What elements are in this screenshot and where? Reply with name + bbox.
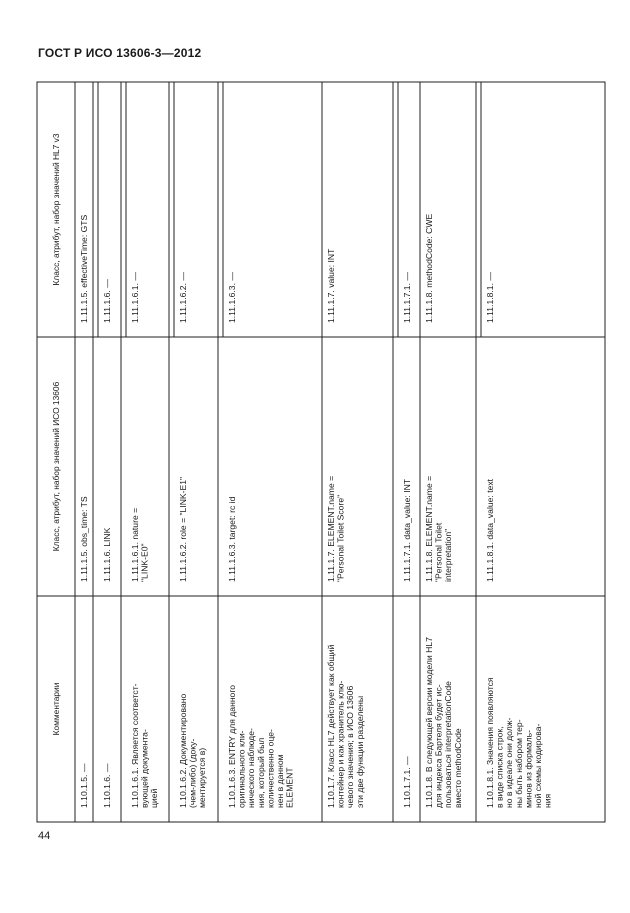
document-header: ГОСТ Р ИСО 13606-3—2012 [38, 46, 202, 60]
table-cell-line: нического наблюде- [246, 728, 257, 808]
table-cell-line: 1.11.1.8. methodCode: CWE [424, 213, 434, 323]
table-cell-line: "Personal Toilet Score" [335, 494, 346, 582]
table-cell-line: количественно оце- [265, 729, 276, 808]
table-cell-line: 1.10.1.7. Класс HL7 действует как общий [326, 644, 336, 808]
table-row [326, 248, 365, 808]
table-cell-line: 1.10.1.6. — [102, 763, 112, 808]
table-cell-line: 1.11.1.7. ELEMENT.name = [326, 475, 336, 582]
table-row [485, 272, 553, 808]
table-cell-line: 1.11.1.6.3. — [227, 272, 237, 323]
table-cell-line: ELEMENT [284, 767, 295, 808]
table-cell-line: 1.10.1.5. — [79, 763, 89, 808]
table-row [227, 272, 295, 808]
table-cell-line: 1.11.1.6.1. nature = [130, 507, 140, 582]
table-cell-line: 1.11.1.7.1. — [402, 272, 412, 323]
table-cell-line: "LINK-E0" [139, 543, 150, 582]
table-row [130, 272, 159, 808]
table-cell-line: 1.11.1.6.1. — [130, 272, 140, 323]
table-grid [37, 82, 605, 822]
table-cell-line: 1.11.1.8.1. — [485, 272, 495, 323]
table-cell-line: ны быть набором тер- [513, 719, 524, 808]
page-number: 44 [38, 830, 51, 842]
table-cell-line: 1.10.1.8. В следующей версии модели HL7 [424, 637, 434, 808]
table-cell-line: 1.11.1.7.1. data_value: INT [402, 478, 412, 582]
table-cell-line: 1.10.1.6.1. Является соответст- [130, 683, 140, 808]
table-cell-line: ния [542, 793, 553, 808]
table-row [102, 279, 112, 808]
table-cell-line: ментируется в) [197, 747, 208, 808]
table-cell-line: 1.10.1.8.1. Значения появляются [485, 677, 495, 808]
table-header-row [51, 133, 61, 735]
table-cell-line: нен в данном [275, 754, 285, 808]
table-body [79, 214, 553, 808]
table-cell-line: вующей документа- [139, 729, 150, 808]
table-cell-line: чевого значения; в ИСО 13606 [345, 685, 356, 808]
table-row [402, 272, 412, 808]
table-cell-line: ния, который был [255, 737, 266, 808]
table-row [79, 214, 89, 808]
table-row [178, 272, 207, 808]
table-cell-line: (чем-либо) (доку- [187, 738, 198, 808]
table-cell-line: "Personal Toilet [433, 522, 444, 582]
table-cell-line: 1.11.1.6.3. target: rc id [227, 496, 237, 582]
table-cell-line: 1.11.1.6.2. — [178, 272, 188, 323]
column-header: Класс, атрибут, набор значений HL7 v3 [51, 133, 61, 286]
table-cell-line: 1.10.1.7.1. — [402, 756, 412, 808]
table-cell-line: 1.10.1.6.3. ENTRY для данного [227, 684, 237, 808]
table-cell-line: 1.11.1.6.2. role = "LINK-E1" [178, 476, 188, 582]
table-cell-line: 1.11.1.7. value: INT [326, 248, 336, 323]
table-cell-line: 1.11.1.8.1. data_value: text [485, 478, 495, 582]
table-cell-line: 1.11.1.5. obs_time: TS [79, 496, 89, 582]
table-cell-line: эти две функции разделены [354, 695, 365, 808]
table-cell-line: пользоваться interpretationCode [443, 681, 454, 808]
table-cell-line: цией [149, 788, 160, 808]
table-cell-line: для индекса Бартеля будет ис- [433, 684, 444, 808]
table-cell-line: 1.11.1.6. LINK [102, 527, 112, 582]
table-cell-line: минов из формаль- [523, 730, 534, 808]
table-cell-line: вместо methodCode [452, 728, 463, 808]
table-cell-line: interpretation" [443, 528, 454, 582]
table-cell-line: в виде списка строк, [494, 726, 505, 808]
table-cell-line: контейнер и как хранитель клю- [335, 680, 346, 808]
table-cell-line: оригинального кли- [236, 730, 247, 808]
table-row [424, 214, 463, 808]
table-cell-line: 1.11.1.6. — [102, 279, 112, 323]
table-cell-line: ной схемы кодирова- [533, 723, 543, 808]
table-cell-line: но в идеале они долж- [504, 717, 515, 808]
column-header: Комментарии [51, 682, 61, 736]
column-header: Класс, атрибут, набор значений ИСО 13606 [51, 381, 61, 552]
table-cell-line: 1.11.1.8. ELEMENT.name = [424, 475, 434, 582]
table-cell-line: 1.10.1.6.2. Документировано [178, 693, 188, 808]
table-cell-line: 1.11.1.5. effectiveTime: GTS [79, 214, 89, 323]
